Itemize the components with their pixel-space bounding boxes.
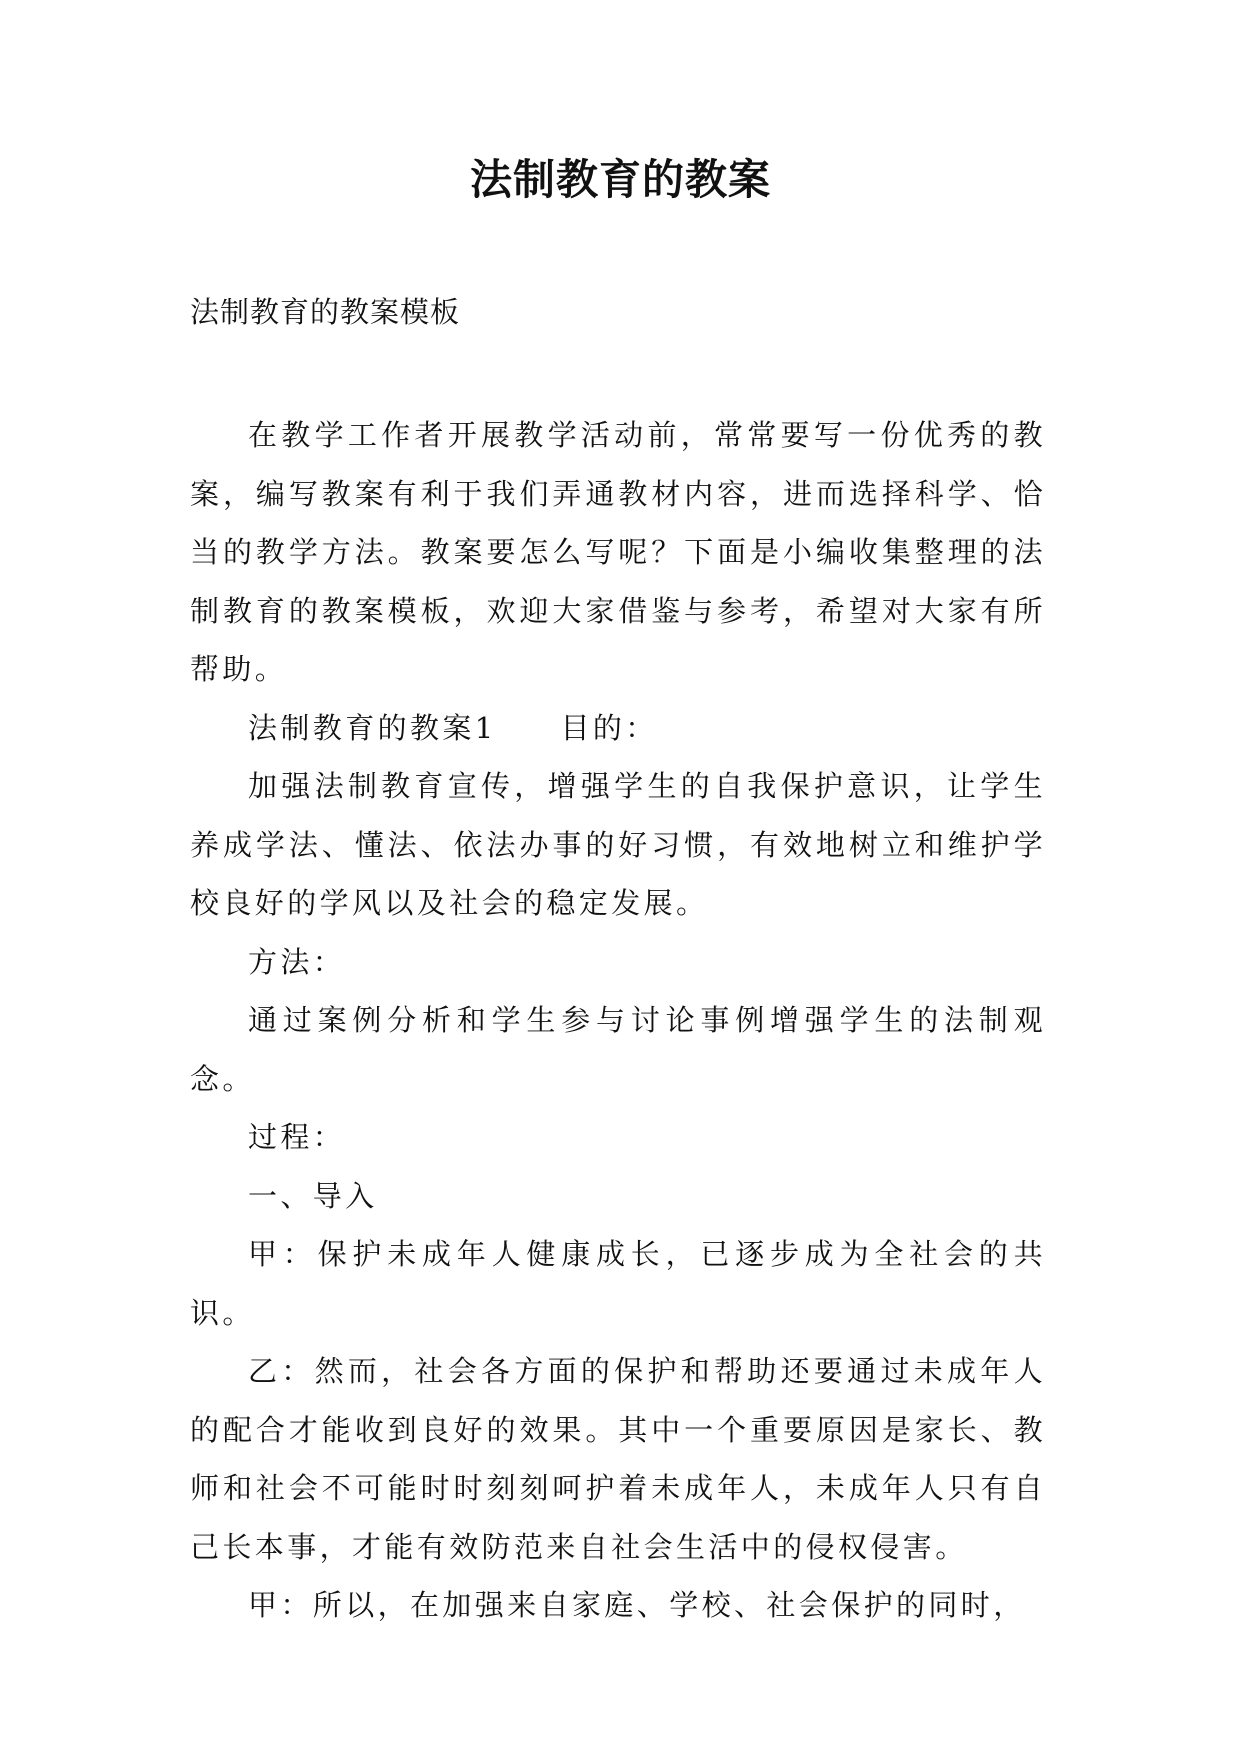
method-label: 方法： xyxy=(248,944,346,979)
goal-label: 目的： xyxy=(560,710,658,745)
goal-paragraph: 加强法制教育宣传，增强学生的自我保护意识，让学生养成学法、懂法、依法办事的好习惯，有效地树立和维护学校良好的学风以及社会的稳定发展。 xyxy=(190,769,1046,920)
process-label: 过程： xyxy=(248,1120,346,1154)
section-heading-line xyxy=(190,699,1046,758)
dialogue-jia-2: 甲：所以，在加强来自家庭、学校、社会保护的同时， xyxy=(248,1588,1026,1622)
step-one-heading: 一、导入 xyxy=(248,1178,378,1213)
document-title: 法制教育的教案 xyxy=(469,155,771,204)
intro-paragraph: 在教学工作者开展教学活动前，常常要写一份优秀的教案，编写教案有利于我们弄通教材内容，进而选择科学、恰当的教学方法。教案要怎么写呢？下面是小编收集整理的法制教育的教案模板，欢迎大家借鉴与参考，希望对大家有所帮助。 xyxy=(190,418,1046,686)
method-paragraph: 通过案例分析和学生参与讨论事例增强学生的法制观念。 xyxy=(190,1003,1046,1096)
dialogue-jia-1: 甲：保护未成年人健康成长，已逐步成为全社会的共识。 xyxy=(190,1237,1046,1330)
section-title: 法制教育的教案1 xyxy=(248,710,497,745)
dialogue-yi-1: 乙：然而，社会各方面的保护和帮助还要通过未成年人的配合才能收到良好的效果。其中一个重要原因是家长、教师和社会不可能时时刻刻呵护着未成年人，未成年人只有自己长本事，才能有效防范来自社会生活中的侵权侵害。 xyxy=(190,1354,1046,1564)
document-subtitle: 法制教育的教案模板 xyxy=(190,295,461,329)
document-body xyxy=(190,406,1046,1635)
